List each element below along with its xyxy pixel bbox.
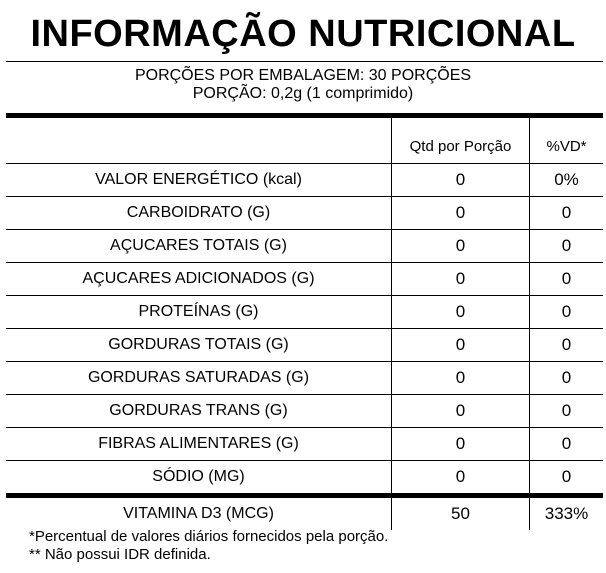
nutrient-vd: 0 bbox=[530, 296, 604, 329]
table-row bbox=[6, 496, 603, 531]
page-title: INFORMAÇÃO NUTRICIONAL bbox=[30, 13, 576, 55]
nutrient-vd: 0% bbox=[530, 164, 604, 197]
nutrient-vd: 0 bbox=[530, 329, 604, 362]
nutrient-name: GORDURAS TRANS (G) bbox=[109, 402, 288, 419]
nutrient-name: GORDURAS TOTAIS (G) bbox=[108, 336, 289, 353]
table-row bbox=[6, 263, 603, 296]
table-row bbox=[6, 230, 603, 263]
nutrient-qty: 0 bbox=[392, 263, 530, 296]
table-row bbox=[6, 362, 603, 395]
nutrient-qty: 0 bbox=[392, 362, 530, 395]
nutrient-name: GORDURAS SATURADAS (G) bbox=[87, 369, 310, 386]
nutrient-qty: 50 bbox=[392, 496, 530, 531]
nutrient-name: VITAMINA D3 (MCG) bbox=[123, 505, 274, 522]
nutrient-qty: 0 bbox=[392, 395, 530, 428]
nutrient-vd: 0 bbox=[530, 362, 604, 395]
nutrient-name: AÇUCARES ADICIONADOS (G) bbox=[82, 270, 315, 287]
table-header-row bbox=[6, 118, 603, 164]
serving-size: PORÇÃO: 0,2g (1 comprimido) bbox=[192, 85, 414, 102]
table-row bbox=[6, 197, 603, 230]
table-row bbox=[6, 296, 603, 329]
nutrient-vd: 333% bbox=[530, 496, 604, 531]
footnote-no-idr: ** Não possui IDR definida. bbox=[29, 546, 211, 563]
nutrient-name: FIBRAS ALIMENTARES (G) bbox=[98, 435, 299, 452]
nutrition-table bbox=[6, 118, 603, 530]
title-divider bbox=[6, 61, 603, 62]
servings-per-package: PORÇÕES POR EMBALAGEM: 30 PORÇÕES bbox=[134, 67, 472, 84]
nutrient-vd: 0 bbox=[530, 461, 604, 496]
nutrient-qty: 0 bbox=[392, 461, 530, 496]
nutrient-qty: 0 bbox=[392, 329, 530, 362]
table-row bbox=[6, 395, 603, 428]
nutrient-name: VALOR ENERGÉTICO (kcal) bbox=[95, 171, 302, 188]
footnote-daily-values: *Percentual de valores diários fornecidos pela porção. bbox=[29, 528, 389, 545]
header-blank-cell bbox=[6, 118, 392, 164]
nutrient-vd: 0 bbox=[530, 428, 604, 461]
nutrient-name: AÇUCARES TOTAIS (G) bbox=[110, 237, 287, 254]
nutrient-qty: 0 bbox=[392, 164, 530, 197]
nutrient-qty: 0 bbox=[392, 230, 530, 263]
nutrient-qty: 0 bbox=[392, 197, 530, 230]
nutrient-name: CARBOIDRATO (G) bbox=[126, 204, 271, 221]
nutrient-name: PROTEÍNAS (G) bbox=[138, 303, 259, 320]
nutrient-vd: 0 bbox=[530, 263, 604, 296]
table-row bbox=[6, 164, 603, 197]
nutrient-qty: 0 bbox=[392, 428, 530, 461]
table-row bbox=[6, 428, 603, 461]
table-row bbox=[6, 329, 603, 362]
nutrient-qty: 0 bbox=[392, 296, 530, 329]
header-daily-value: %VD* bbox=[530, 118, 604, 164]
nutrient-vd: 0 bbox=[530, 197, 604, 230]
header-per-serving: Qtd por Porção bbox=[392, 118, 530, 164]
table-row bbox=[6, 461, 603, 496]
nutrient-vd: 0 bbox=[530, 395, 604, 428]
nutrient-vd: 0 bbox=[530, 230, 604, 263]
nutrient-name: SÓDIO (MG) bbox=[152, 468, 245, 485]
